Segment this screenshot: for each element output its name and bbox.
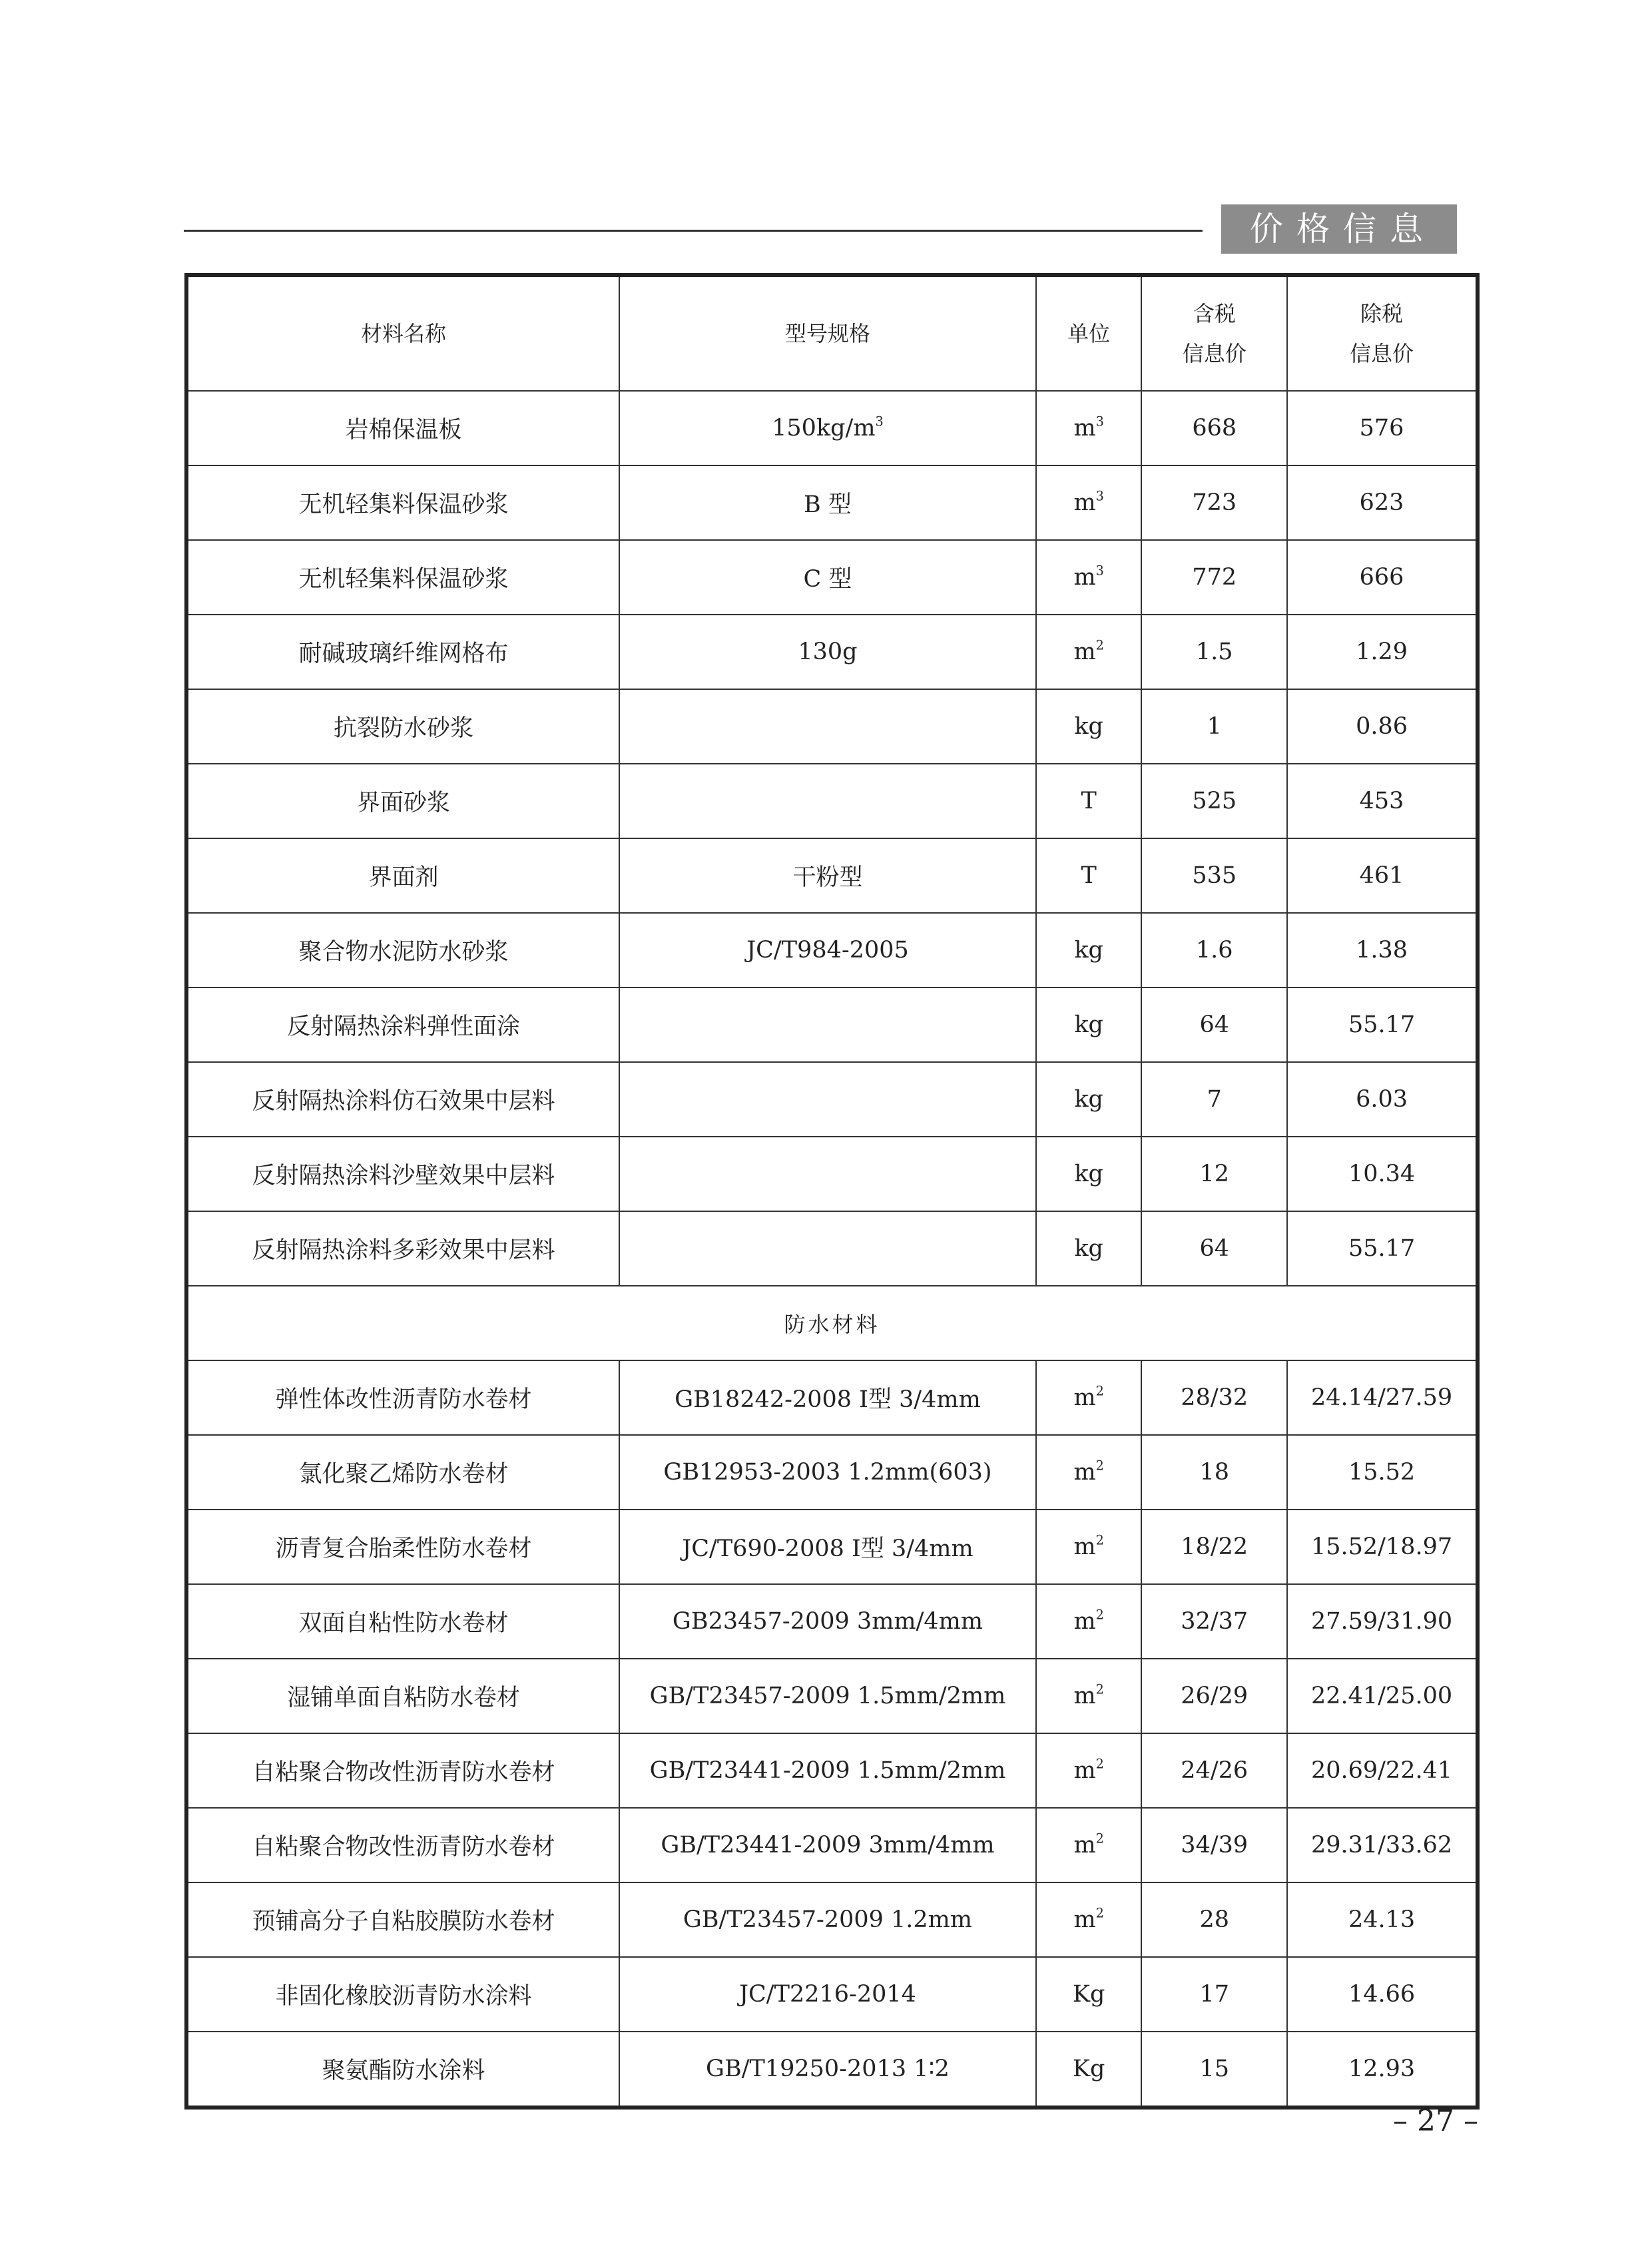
spec-cell-text: GB18242-2008 Ⅰ型 3/4mm xyxy=(675,1386,981,1413)
material-name-cell xyxy=(186,1584,619,1659)
tax-excluded-price-cell xyxy=(1287,988,1478,1062)
unit-cell xyxy=(1036,689,1141,764)
material-name-cell-text: 界面砂浆 xyxy=(356,790,450,816)
unit-cell-text: m xyxy=(1073,639,1096,665)
table-row xyxy=(186,1211,1478,1286)
material-name-cell-text: 湿铺单面自粘防水卷材 xyxy=(286,1685,520,1711)
unit-cell-superscript: 3 xyxy=(1095,488,1104,504)
material-name-cell-text: 反射隔热涂料沙壁效果中层料 xyxy=(252,1163,555,1189)
tax-excluded-price-cell-text: 0.86 xyxy=(1356,713,1408,740)
unit-cell-superscript: 2 xyxy=(1095,637,1104,653)
tax-excluded-price-cell-text: 10.34 xyxy=(1348,1161,1416,1187)
section-label: 防水材料 xyxy=(186,1286,1478,1360)
unit-cell-text: kg xyxy=(1074,1161,1103,1187)
spec-cell-text: B 型 xyxy=(804,491,852,518)
tax-excluded-price-cell-text: 1.29 xyxy=(1356,639,1408,665)
tax-included-price-cell-text: 772 xyxy=(1192,564,1237,591)
tax-included-price-cell-text: 17 xyxy=(1199,1981,1230,2008)
spec-cell xyxy=(619,465,1036,540)
tax-excluded-price-cell-text: 24.14/27.59 xyxy=(1310,1384,1453,1411)
material-name-cell xyxy=(186,540,619,615)
spec-cell-text: GB/T23441-2009 3mm/4mm xyxy=(661,1832,995,1858)
tax-excluded-price-cell xyxy=(1287,615,1478,689)
tax-excluded-price-cell-text: 20.69/22.41 xyxy=(1310,1757,1453,1784)
spec-cell xyxy=(619,615,1036,689)
spec-cell xyxy=(619,1211,1036,1286)
unit-cell-text: m xyxy=(1073,1459,1096,1486)
unit-cell xyxy=(1036,615,1141,689)
tax-included-price-cell xyxy=(1141,1435,1287,1510)
unit-cell-text: kg xyxy=(1074,937,1103,964)
tax-excluded-price-cell-text: 666 xyxy=(1359,564,1404,591)
unit-cell xyxy=(1036,838,1141,913)
material-name-cell xyxy=(186,689,619,764)
table-row xyxy=(186,1510,1478,1584)
unit-cell-superscript: 3 xyxy=(1095,414,1104,429)
unit-cell xyxy=(1036,391,1141,465)
tax-excluded-price-cell-text: 55.17 xyxy=(1348,1011,1416,1038)
unit-cell-text: kg xyxy=(1074,1011,1103,1038)
tax-included-price-cell xyxy=(1141,465,1287,540)
material-name-cell xyxy=(186,1957,619,2032)
spec-cell-text: JC/T984-2005 xyxy=(746,937,909,964)
tax-included-price-cell-text: 24/26 xyxy=(1181,1757,1248,1784)
spec-cell-text: JC/T690-2008 Ⅰ型 3/4mm xyxy=(682,1536,973,1562)
tax-included-price-cell xyxy=(1141,1733,1287,1808)
tax-excluded-price-cell xyxy=(1287,1435,1478,1510)
tax-included-price-cell xyxy=(1141,1062,1287,1137)
spec-cell xyxy=(619,988,1036,1062)
tax-included-price-cell xyxy=(1141,1808,1287,1882)
tax-included-price-cell-text: 7 xyxy=(1207,1086,1222,1113)
tax-excluded-price-cell-text: 1.38 xyxy=(1356,937,1408,964)
table-row xyxy=(186,1584,1478,1659)
tax-excluded-price-cell-text: 29.31/33.62 xyxy=(1310,1832,1453,1858)
spec-cell xyxy=(619,1435,1036,1510)
unit-cell xyxy=(1036,465,1141,540)
table-row xyxy=(186,913,1478,988)
tax-excluded-price-cell xyxy=(1287,2032,1478,2108)
table-row xyxy=(186,2032,1478,2108)
tax-included-price-cell xyxy=(1141,689,1287,764)
spec-cell-text: C 型 xyxy=(803,566,852,593)
spec-cell-superscript: 3 xyxy=(875,414,884,429)
tax-included-price-cell-text: 1.6 xyxy=(1195,937,1233,964)
col-header-name: 材料名称 xyxy=(186,275,619,391)
tax-included-price-cell-text: 64 xyxy=(1199,1011,1230,1038)
material-name-cell-text: 聚氨酯防水涂料 xyxy=(322,2058,485,2084)
tax-included-price-cell xyxy=(1141,540,1287,615)
tax-excluded-price-cell xyxy=(1287,1137,1478,1211)
tax-included-price-cell xyxy=(1141,913,1287,988)
col-header-tax-included-line1: 含税 xyxy=(1193,301,1236,326)
tax-excluded-price-cell-text: 576 xyxy=(1359,415,1404,441)
unit-cell-superscript: 2 xyxy=(1095,1532,1104,1548)
tax-excluded-price-cell-text: 12.93 xyxy=(1348,2056,1416,2082)
material-name-cell xyxy=(186,1062,619,1137)
spec-cell-text: JC/T2216-2014 xyxy=(739,1981,916,2008)
tax-excluded-price-cell-text: 461 xyxy=(1359,862,1404,889)
material-name-cell xyxy=(186,913,619,988)
col-header-tax-excluded-line2: 信息价 xyxy=(1350,341,1414,366)
tax-included-price-cell-text: 28/32 xyxy=(1181,1384,1248,1411)
unit-cell-superscript: 2 xyxy=(1095,1831,1104,1846)
table-row xyxy=(186,689,1478,764)
unit-cell xyxy=(1036,1062,1141,1137)
spec-cell-text: 干粉型 xyxy=(792,864,863,891)
unit-cell xyxy=(1036,1584,1141,1659)
spec-cell-text: GB/T23457-2009 1.5mm/2mm xyxy=(649,1683,1006,1709)
material-name-cell xyxy=(186,1510,619,1584)
table-row xyxy=(186,1659,1478,1733)
material-name-cell-text: 无机轻集料保温砂浆 xyxy=(298,491,509,518)
tax-excluded-price-cell xyxy=(1287,1211,1478,1286)
unit-cell xyxy=(1036,988,1141,1062)
tax-included-price-cell-text: 723 xyxy=(1192,489,1237,516)
table-row xyxy=(186,465,1478,540)
unit-cell-text: T xyxy=(1081,862,1097,889)
table-row xyxy=(186,1733,1478,1808)
material-name-cell xyxy=(186,1659,619,1733)
spec-cell xyxy=(619,1584,1036,1659)
spec-cell xyxy=(619,838,1036,913)
unit-cell xyxy=(1036,1659,1141,1733)
tax-included-price-cell xyxy=(1141,615,1287,689)
unit-cell-superscript: 2 xyxy=(1095,1607,1104,1623)
tax-included-price-cell xyxy=(1141,988,1287,1062)
unit-cell-superscript: 3 xyxy=(1095,563,1104,579)
tax-excluded-price-cell-text: 15.52/18.97 xyxy=(1310,1534,1453,1560)
tax-excluded-price-cell xyxy=(1287,913,1478,988)
table-row xyxy=(186,540,1478,615)
tax-excluded-price-cell-text: 24.13 xyxy=(1348,1906,1416,1933)
unit-cell-superscript: 2 xyxy=(1095,1458,1104,1474)
material-name-cell xyxy=(186,1360,619,1435)
table-row xyxy=(186,838,1478,913)
unit-cell xyxy=(1036,1733,1141,1808)
tax-excluded-price-cell xyxy=(1287,1062,1478,1137)
col-header-tax-excluded xyxy=(1287,275,1478,391)
unit-cell-text: m xyxy=(1073,415,1096,441)
tax-included-price-cell xyxy=(1141,1882,1287,1957)
unit-cell-superscript: 2 xyxy=(1095,1756,1104,1772)
tax-included-price-cell xyxy=(1141,764,1287,838)
tax-excluded-price-cell xyxy=(1287,1584,1478,1659)
unit-cell xyxy=(1036,540,1141,615)
unit-cell-text: kg xyxy=(1074,1086,1103,1113)
material-name-cell xyxy=(186,391,619,465)
material-name-cell-text: 非固化橡胶沥青防水涂料 xyxy=(275,1983,532,2010)
unit-cell-text: m xyxy=(1073,1608,1096,1635)
table-row xyxy=(186,1808,1478,1882)
unit-cell xyxy=(1036,1360,1141,1435)
section-row xyxy=(186,1286,1478,1360)
unit-cell xyxy=(1036,1211,1141,1286)
tax-included-price-cell xyxy=(1141,1360,1287,1435)
unit-cell-text: Kg xyxy=(1072,1981,1105,2008)
tax-included-price-cell-text: 535 xyxy=(1192,862,1237,889)
tax-included-price-cell-text: 12 xyxy=(1199,1161,1230,1187)
table-row xyxy=(186,988,1478,1062)
tax-excluded-price-cell-text: 6.03 xyxy=(1356,1086,1408,1113)
col-header-tax-excluded-line1: 除税 xyxy=(1360,301,1404,326)
tax-excluded-price-cell xyxy=(1287,838,1478,913)
unit-cell-text: m xyxy=(1073,1906,1096,1933)
section-title-tag: 价格信息 xyxy=(1221,204,1457,254)
material-name-cell-text: 界面剂 xyxy=(368,864,439,891)
tax-excluded-price-cell-text: 55.17 xyxy=(1348,1235,1416,1262)
spec-cell-text: GB/T19250-2013 1∶2 xyxy=(706,2056,950,2082)
material-name-cell-text: 聚合物水泥防水砂浆 xyxy=(298,939,509,966)
price-table xyxy=(184,273,1480,2110)
tax-included-price-cell xyxy=(1141,1137,1287,1211)
unit-cell xyxy=(1036,1435,1141,1510)
material-name-cell-text: 反射隔热涂料多彩效果中层料 xyxy=(252,1237,555,1264)
unit-cell-text: T xyxy=(1081,788,1097,814)
unit-cell-text: m xyxy=(1073,1757,1096,1784)
tax-excluded-price-cell xyxy=(1287,1659,1478,1733)
material-name-cell-text: 沥青复合胎柔性防水卷材 xyxy=(275,1536,532,1562)
unit-cell-text: kg xyxy=(1074,713,1103,740)
material-name-cell-text: 预铺高分子自粘胶膜防水卷材 xyxy=(252,1908,555,1935)
unit-cell xyxy=(1036,1882,1141,1957)
tax-included-price-cell xyxy=(1141,1510,1287,1584)
tax-included-price-cell-text: 668 xyxy=(1192,415,1237,441)
material-name-cell-text: 氯化聚乙烯防水卷材 xyxy=(298,1461,509,1488)
spec-cell-text: 130g xyxy=(798,639,858,665)
tax-included-price-cell xyxy=(1141,1659,1287,1733)
tax-excluded-price-cell-text: 623 xyxy=(1359,489,1404,516)
material-name-cell-text: 无机轻集料保温砂浆 xyxy=(298,566,509,593)
material-name-cell xyxy=(186,615,619,689)
tax-excluded-price-cell xyxy=(1287,540,1478,615)
spec-cell xyxy=(619,913,1036,988)
tax-included-price-cell xyxy=(1141,1584,1287,1659)
unit-cell xyxy=(1036,1137,1141,1211)
table-row xyxy=(186,1957,1478,2032)
material-name-cell-text: 自粘聚合物改性沥青防水卷材 xyxy=(252,1834,555,1860)
table-row xyxy=(186,1137,1478,1211)
material-name-cell-text: 抗裂防水砂浆 xyxy=(333,715,473,742)
spec-cell-text: GB12953-2003 1.2mm(603) xyxy=(663,1459,992,1486)
spec-cell xyxy=(619,1137,1036,1211)
spec-cell xyxy=(619,391,1036,465)
tax-excluded-price-cell xyxy=(1287,391,1478,465)
material-name-cell xyxy=(186,764,619,838)
unit-cell-text: m xyxy=(1073,564,1096,591)
tax-excluded-price-cell xyxy=(1287,1957,1478,2032)
material-name-cell xyxy=(186,465,619,540)
col-header-spec: 型号规格 xyxy=(619,275,1036,391)
unit-cell-superscript: 2 xyxy=(1095,1681,1104,1697)
tax-excluded-price-cell xyxy=(1287,1360,1478,1435)
material-name-cell xyxy=(186,1733,619,1808)
material-name-cell-text: 反射隔热涂料仿石效果中层料 xyxy=(252,1088,555,1115)
tax-included-price-cell xyxy=(1141,2032,1287,2108)
tax-excluded-price-cell-text: 22.41/25.00 xyxy=(1310,1683,1453,1709)
table-row xyxy=(186,1435,1478,1510)
material-name-cell-text: 耐碱玻璃纤维网格布 xyxy=(298,641,509,667)
tax-included-price-cell xyxy=(1141,391,1287,465)
unit-cell-text: m xyxy=(1073,1384,1096,1411)
tax-included-price-cell-text: 34/39 xyxy=(1181,1832,1248,1858)
material-name-cell xyxy=(186,838,619,913)
tax-included-price-cell-text: 1 xyxy=(1207,713,1222,740)
unit-cell-text: m xyxy=(1073,1832,1096,1858)
unit-cell-superscript: 2 xyxy=(1095,1383,1104,1399)
tax-included-price-cell-text: 15 xyxy=(1199,2056,1230,2082)
material-name-cell xyxy=(186,1211,619,1286)
unit-cell xyxy=(1036,764,1141,838)
unit-cell-text: m xyxy=(1073,489,1096,516)
tax-included-price-cell-text: 18 xyxy=(1199,1459,1230,1486)
tax-included-price-cell-text: 28 xyxy=(1199,1906,1230,1933)
tax-included-price-cell-text: 525 xyxy=(1192,788,1237,814)
spec-cell xyxy=(619,1659,1036,1733)
spec-cell-text: GB23457-2009 3mm/4mm xyxy=(672,1608,983,1635)
col-header-unit: 单位 xyxy=(1036,275,1141,391)
spec-cell-text: 150kg/m xyxy=(772,415,876,441)
unit-cell xyxy=(1036,1808,1141,1882)
unit-cell xyxy=(1036,1510,1141,1584)
spec-cell xyxy=(619,2032,1036,2108)
spec-cell xyxy=(619,540,1036,615)
tax-included-price-cell-text: 32/37 xyxy=(1181,1608,1248,1635)
material-name-cell-text: 反射隔热涂料弹性面涂 xyxy=(286,1013,520,1040)
tax-excluded-price-cell xyxy=(1287,1808,1478,1882)
material-name-cell xyxy=(186,2032,619,2108)
unit-cell-text: kg xyxy=(1074,1235,1103,1262)
spec-cell xyxy=(619,1510,1036,1584)
tax-excluded-price-cell xyxy=(1287,1510,1478,1584)
unit-cell-text: Kg xyxy=(1072,2056,1105,2082)
table-row xyxy=(186,1062,1478,1137)
material-name-cell xyxy=(186,1435,619,1510)
material-name-cell xyxy=(186,988,619,1062)
table-row xyxy=(186,1360,1478,1435)
tax-excluded-price-cell xyxy=(1287,1882,1478,1957)
material-name-cell-text: 双面自粘性防水卷材 xyxy=(298,1610,509,1637)
spec-cell xyxy=(619,764,1036,838)
spec-cell-text: GB/T23441-2009 1.5mm/2mm xyxy=(649,1757,1006,1784)
spec-cell xyxy=(619,1882,1036,1957)
header-rule xyxy=(184,230,1203,232)
material-name-cell-text: 弹性体改性沥青防水卷材 xyxy=(275,1386,532,1413)
col-header-tax-included xyxy=(1141,275,1287,391)
tax-included-price-cell-text: 64 xyxy=(1199,1235,1230,1262)
spec-cell xyxy=(619,1957,1036,2032)
tax-included-price-cell xyxy=(1141,838,1287,913)
tax-included-price-cell-text: 26/29 xyxy=(1181,1683,1248,1709)
spec-cell xyxy=(619,1062,1036,1137)
material-name-cell xyxy=(186,1882,619,1957)
unit-cell xyxy=(1036,2032,1141,2108)
tax-excluded-price-cell-text: 453 xyxy=(1359,788,1404,814)
material-name-cell-text: 自粘聚合物改性沥青防水卷材 xyxy=(252,1759,555,1786)
spec-cell xyxy=(619,1360,1036,1435)
tax-excluded-price-cell xyxy=(1287,764,1478,838)
tax-included-price-cell-text: 18/22 xyxy=(1181,1534,1248,1560)
tax-included-price-cell-text: 1.5 xyxy=(1195,639,1233,665)
table-row xyxy=(186,764,1478,838)
tax-included-price-cell xyxy=(1141,1957,1287,2032)
material-name-cell-text: 岩棉保温板 xyxy=(345,417,462,443)
spec-cell-text: GB/T23457-2009 1.2mm xyxy=(683,1906,973,1933)
spec-cell xyxy=(619,1733,1036,1808)
unit-cell-superscript: 2 xyxy=(1095,1905,1104,1921)
tax-excluded-price-cell xyxy=(1287,689,1478,764)
table-row xyxy=(186,391,1478,465)
spec-cell xyxy=(619,1808,1036,1882)
col-header-tax-included-line2: 信息价 xyxy=(1182,341,1246,366)
unit-cell-text: m xyxy=(1073,1683,1096,1709)
table-row xyxy=(186,615,1478,689)
unit-cell xyxy=(1036,1957,1141,2032)
table-row xyxy=(186,1882,1478,1957)
tax-excluded-price-cell-text: 27.59/31.90 xyxy=(1310,1608,1453,1635)
tax-excluded-price-cell xyxy=(1287,1733,1478,1808)
unit-cell-text: m xyxy=(1073,1534,1096,1560)
page-number: – 27 – xyxy=(1393,2104,1478,2138)
tax-included-price-cell xyxy=(1141,1211,1287,1286)
material-name-cell xyxy=(186,1137,619,1211)
unit-cell xyxy=(1036,913,1141,988)
spec-cell xyxy=(619,689,1036,764)
tax-excluded-price-cell-text: 15.52 xyxy=(1348,1459,1416,1486)
tax-excluded-price-cell xyxy=(1287,465,1478,540)
table-header-row xyxy=(186,275,1478,391)
material-name-cell xyxy=(186,1808,619,1882)
tax-excluded-price-cell-text: 14.66 xyxy=(1348,1981,1416,2008)
